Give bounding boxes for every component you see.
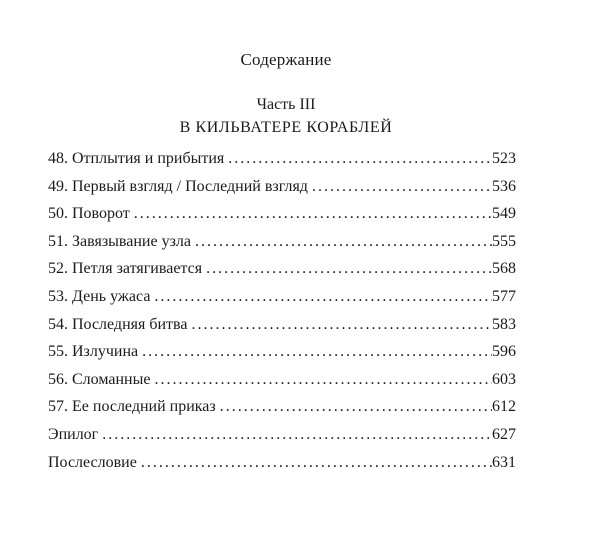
toc-entry-label: 57. Ее последний приказ	[48, 398, 216, 416]
toc-entry	[48, 228, 516, 256]
toc-entry	[48, 311, 516, 339]
toc-leader-dots	[188, 311, 493, 339]
toc-entry-label: Эпилог	[48, 425, 99, 443]
toc-entry	[48, 366, 516, 394]
toc-leader-dots	[98, 421, 492, 449]
table-of-contents	[48, 145, 516, 476]
toc-leader-dots	[216, 393, 492, 421]
toc-entry-label: 55. Излучина	[48, 343, 139, 361]
toc-leader-dots	[137, 449, 492, 477]
toc-entry-label: Послесловие	[48, 453, 137, 471]
part-title: В КИЛЬВАТЕРЕ КОРАБЛЕЙ	[179, 119, 393, 136]
part-label: Часть III	[256, 96, 316, 113]
toc-entry-label: 49. Первый взгляд / Последний взгляд	[48, 177, 308, 195]
toc-leader-dots	[150, 366, 492, 394]
toc-entry	[48, 421, 516, 449]
toc-leader-dots	[308, 173, 492, 201]
toc-entry-label: 52. Петля затягивается	[48, 260, 203, 278]
toc-entry-page: 568	[492, 260, 516, 278]
toc-entry-page: 603	[492, 370, 516, 388]
toc-entry	[48, 283, 516, 311]
toc-entry-page: 596	[492, 343, 516, 361]
toc-leader-dots	[150, 283, 492, 311]
toc-leader-dots	[130, 200, 492, 228]
page-title: Содержание	[240, 50, 332, 69]
toc-entry-label: 50. Поворот	[48, 205, 130, 223]
toc-entry-page: 627	[492, 425, 516, 443]
toc-entry-label: 48. Отплытия и прибытия	[48, 150, 225, 167]
toc-entry-label: 53. День ужаса	[48, 287, 151, 305]
toc-entry-page: 583	[492, 315, 516, 333]
toc-entry-label: 51. Завязывание узла	[48, 232, 191, 250]
toc-entry	[48, 255, 516, 283]
toc-entry-page: 631	[492, 453, 516, 471]
toc-leader-dots	[191, 228, 492, 256]
toc-entry	[48, 449, 516, 477]
toc-entry-page: 523	[492, 150, 516, 167]
toc-leader-dots	[138, 338, 492, 366]
toc-entry-page: 549	[492, 205, 516, 223]
toc-entry	[48, 173, 516, 201]
toc-entry	[48, 200, 516, 228]
toc-entry-label: 54. Последняя битва	[48, 315, 188, 333]
toc-entry-label: 56. Сломанные	[48, 370, 151, 388]
toc-leader-dots	[224, 145, 492, 173]
toc-entry	[48, 338, 516, 366]
toc-entry	[48, 393, 516, 421]
toc-entry	[48, 145, 516, 173]
toc-entry-page: 577	[492, 287, 516, 305]
toc-entry-page: 536	[492, 177, 516, 195]
toc-leader-dots	[202, 255, 492, 283]
toc-entry-page: 612	[492, 398, 516, 416]
toc-entry-page: 555	[492, 232, 516, 250]
